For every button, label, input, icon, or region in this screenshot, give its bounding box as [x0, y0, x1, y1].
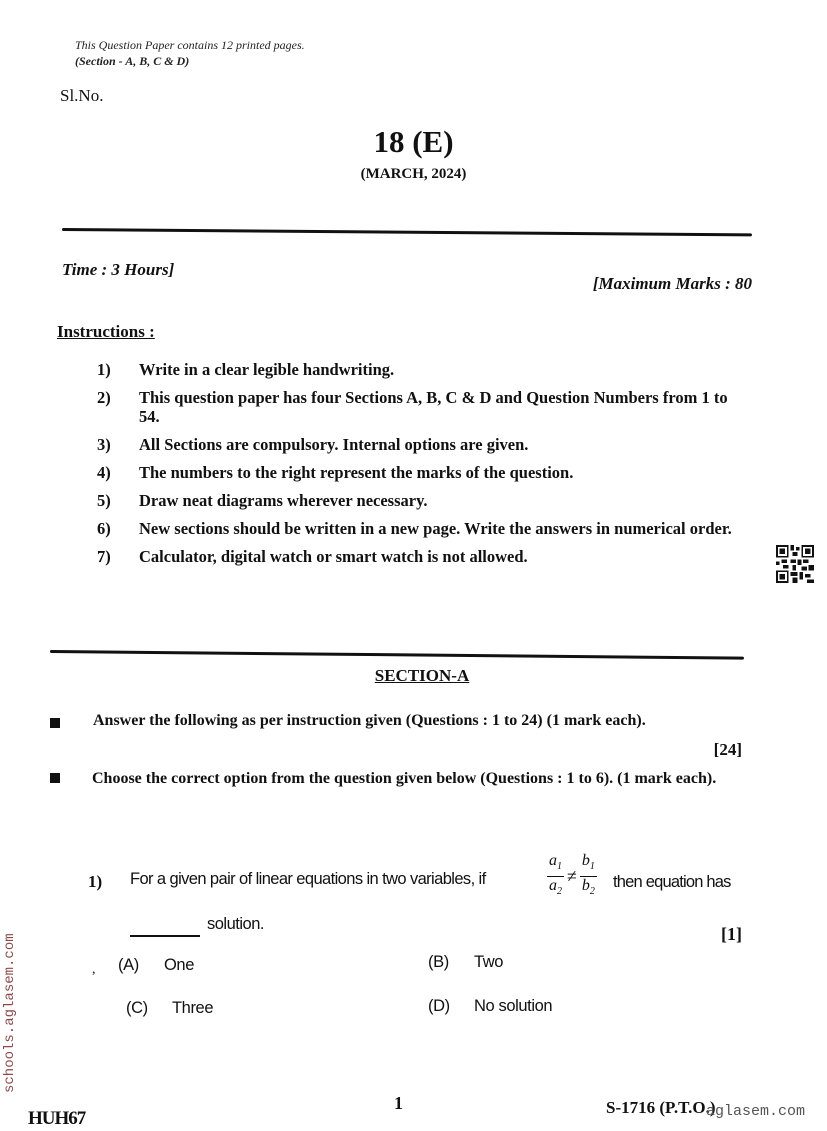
section-a-heading: SECTION-A	[374, 666, 470, 685]
option-label: (B)	[428, 953, 449, 971]
option-b	[428, 953, 503, 972]
section-instruction-1: Answer the following as per instruction given (Questions : 1 to 24) (1 mark each).	[93, 712, 646, 729]
instructions-heading: Instructions :	[57, 322, 155, 341]
instruction-number: 1)	[97, 360, 111, 379]
fraction-numerator: a	[549, 852, 557, 869]
page-count-text: This Question Paper contains 12 printed pages.	[75, 38, 305, 52]
answer-blank	[130, 935, 200, 937]
instruction-number: 6)	[97, 519, 111, 538]
page-count-note	[75, 37, 305, 69]
question-text-tail: then equation has	[613, 873, 731, 891]
option-label: (A)	[118, 956, 139, 974]
instruction-item	[97, 519, 752, 538]
square-bullet-icon	[50, 718, 60, 728]
instruction-text: Write in a clear legible handwriting.	[139, 360, 395, 379]
instruction-text: Calculator, digital watch or smart watch is not allowed.	[139, 547, 528, 566]
time-allowed: Time : 3 Hours]	[62, 260, 175, 279]
sections-note: (Section - A, B, C & D)	[75, 54, 190, 68]
instruction-text: This question paper has four Sections A, B, C & D and Question Numbers from 1 to 54.	[139, 388, 728, 426]
maximum-marks: [Maximum Marks : 80	[592, 274, 752, 293]
section-divider	[50, 650, 744, 660]
footer-code-left: HUH67	[28, 1108, 86, 1129]
subscript: 2	[589, 886, 595, 898]
option-label: (D)	[428, 997, 450, 1015]
option-text: Three	[172, 999, 214, 1017]
fraction-numerator: b	[581, 852, 590, 869]
instruction-number: 4)	[97, 463, 111, 482]
subscript: 2	[557, 886, 562, 898]
option-text: No solution	[474, 997, 553, 1015]
fraction-denominator: b	[581, 877, 590, 895]
option-a	[118, 956, 194, 975]
instruction-item	[97, 388, 752, 426]
fraction-b	[580, 852, 597, 901]
not-equal-symbol: ≠	[567, 866, 577, 887]
serial-number-label: Sl.No.	[60, 86, 104, 105]
instruction-text: All Sections are compulsory. Internal options are given.	[139, 435, 529, 454]
qr-code-icon[interactable]	[776, 545, 814, 583]
watermark-left: schools.aglasem.com	[2, 933, 18, 1093]
exam-date: (MARCH, 2024)	[360, 166, 467, 182]
header-divider	[62, 228, 752, 236]
footer-code-right: S-1716 (P.T.O.)	[606, 1098, 716, 1117]
instruction-number: 5)	[97, 491, 111, 510]
fraction-denominator: a	[549, 877, 557, 895]
fraction-a	[547, 852, 564, 901]
square-bullet-icon	[50, 773, 60, 783]
instruction-number: 2)	[97, 388, 111, 407]
instruction-number: 7)	[97, 547, 111, 566]
instruction-item	[97, 491, 752, 510]
instruction-text: New sections should be written in a new page. Write the answers in numerical order.	[139, 519, 732, 538]
question-text-line2: solution.	[207, 915, 264, 933]
stray-mark: ,	[92, 962, 96, 977]
watermark-right: aglasem.com	[706, 1103, 806, 1120]
instruction-text: The numbers to the right represent the marks of the question.	[139, 463, 574, 482]
option-d	[428, 997, 552, 1016]
instruction-item	[97, 463, 752, 482]
option-text: Two	[474, 953, 504, 971]
option-c	[126, 999, 213, 1018]
question-text: For a given pair of linear equations in two variables, if	[130, 870, 486, 888]
question-marks: [1]	[721, 924, 742, 944]
instruction-text: Draw neat diagrams wherever necessary.	[139, 491, 428, 510]
instruction-item	[97, 360, 752, 379]
question-number: 1)	[88, 872, 103, 891]
instruction-number: 3)	[97, 435, 111, 454]
subscript: 1	[589, 861, 595, 873]
page-number: 1	[394, 1093, 403, 1113]
instruction-item	[97, 547, 752, 566]
option-text: One	[164, 956, 194, 974]
instructions-list	[97, 360, 752, 575]
option-label: (C)	[126, 999, 148, 1017]
fraction-inequality	[545, 852, 599, 901]
paper-code: 18 (E)	[373, 124, 454, 159]
instruction-item	[97, 435, 752, 454]
section-marks: [24]	[713, 740, 742, 759]
subscript: 1	[557, 861, 562, 873]
section-instruction-2: Choose the correct option from the question given below (Questions : 1 to 6). (1 mark each).	[92, 770, 717, 787]
